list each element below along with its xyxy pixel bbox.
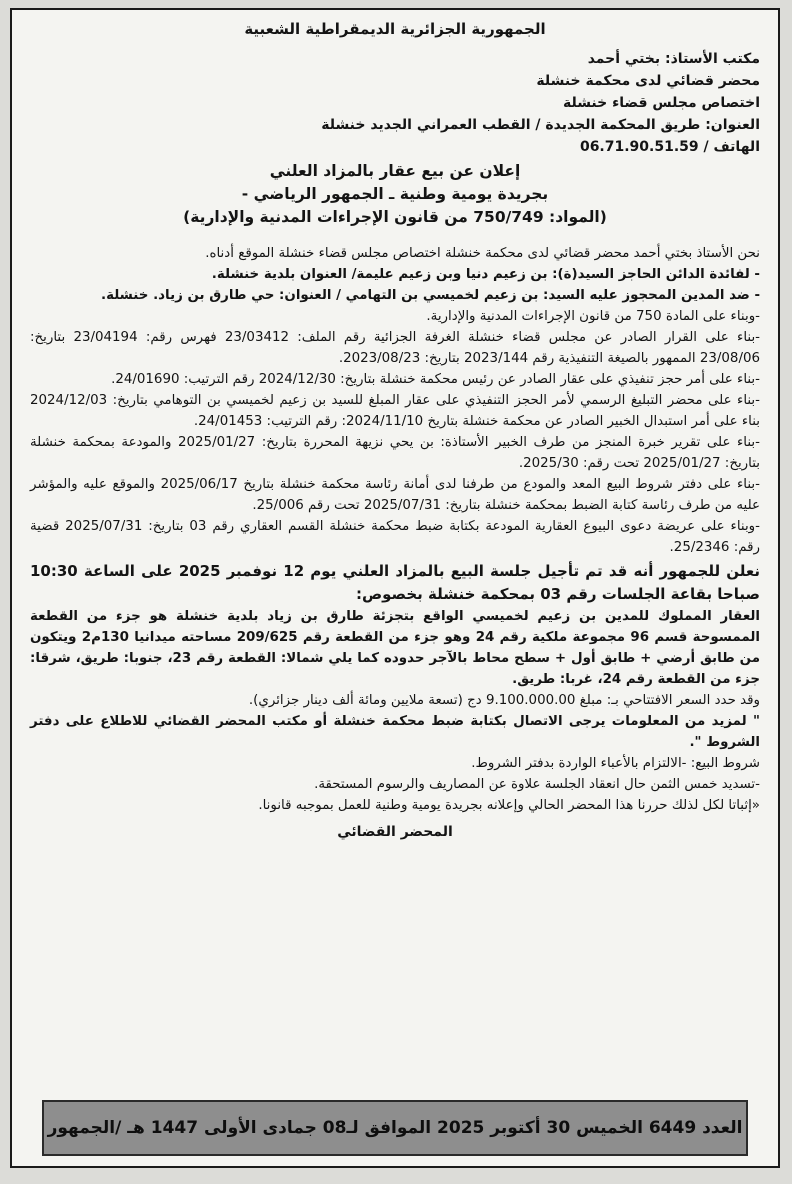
paragraph-property: العقار المملوك للمدين بن زعيم لخميسي الواقع بتجزئة طارق بن زياد بلدية خنشلة هو جزء من القطعة الممسوحة قسم 96 مجموعة ملكية رقم 24 وهو جزء من القطعة رقم 209/625 مساحته ميدانيا 130م2 ويتكون من طابق أرضي + طابق أول + سطح محاط بالآجر حدوده كما يلي شمالا: القطعة رقم 23، جنوبا: طريق، شرقا: جزء من القطعة رقم 24، غربا: طريق. xyxy=(30,609,760,687)
office-jurisdiction: اختصاص مجلس قضاء خنشلة xyxy=(562,95,760,111)
paragraph-closing: «إثباتا لكل لذلك حررنا هذا المحضر الحالي وإعلانه بجريدة يومية وطنية للعمل بموجبه قانونا. xyxy=(258,798,760,813)
office-role: محضر قضائي لدى محكمة خنشلة xyxy=(536,73,760,89)
paragraph-conditions-book: -بناء على دفتر شروط البيع المعد والمودع من طرفنا لدى أمانة رئاسة محكمة خنشلة بتاريخ 2025/06/17 والموقع عليه والمؤشر عليه من طرف رئاسة كتابة الضبط بمحكمة خنشلة بتاريخ: 2025/07/31 تحت رقم 25/006. xyxy=(30,477,760,513)
paragraph-expert-report: -بناء على تقرير خبرة المنجز من طرف الخبير الأستاذة: بن يحي نزيهة المحررة بتاريخ: 2025/01/27 والمودعة بمحكمة خنشلة بتاريخ: 2025/01/27 تحت رقم: 2025/30. xyxy=(30,435,760,471)
office-phone-line xyxy=(30,136,760,158)
paragraph-article: -وبناء على المادة 750 من قانون الإجراءات المدنية والإدارية. xyxy=(426,309,760,324)
paragraph-opening-price: وقد حدد السعر الافتتاحي بـ: مبلغ 9.100.000.00 دج (تسعة ملايين ومائة ألف دينار جزائري). xyxy=(248,693,760,708)
paragraph-notification: -بناء على محضر التبليغ الرسمي لأمر الحجز التنفيذي على عقار المبلغ للسيد بن زعيم لخميسي بن التوهامي بتاريخ: 2024/12/03 بناء على أمر استبدال الخبير الصادر عن محكمة خنشلة بتاريخ 2024/11/10: رقم الترتيب: 24/01453. xyxy=(30,393,760,429)
notice-title xyxy=(30,160,760,229)
notice-frame xyxy=(10,8,780,1168)
title-line-3: (المواد: 750/749 من قانون الإجراءات المدنية والإدارية) xyxy=(183,208,607,226)
republic-heading: الجمهورية الجزائرية الديمقراطية الشعبية xyxy=(244,20,546,38)
signature: المحضر القضائي xyxy=(337,824,453,840)
office-name: مكتب الأستاذ: بختي أحمد xyxy=(587,51,760,67)
paragraph-intro: نحن الأستاذ بختي أحمد محضر قضائي لدى محكمة خنشلة اختصاص مجلس قضاء خنشلة الموقع أدناه. xyxy=(205,246,760,261)
title-line-2: بجريدة يومية وطنية ـ الجمهور الرياضي - xyxy=(241,185,549,203)
paragraph-sale-conditions: شروط البيع: -الالتزام بالأعباء الواردة بدفتر الشروط. xyxy=(471,756,760,771)
phone-number: 06.71.90.51.59 xyxy=(579,139,699,155)
paragraph-debtor: - ضد المدين المحجوز عليه السيد: بن زعيم لخميسي بن التهامي / العنوان: حي طارق بن زياد. خنشلة. xyxy=(101,288,760,303)
phone-label: الهاتف / xyxy=(703,139,760,155)
paragraph-info: " لمزيد من المعلومات يرجى الاتصال بكتابة ضبط محكمة خنشلة أو مكتب المحضر القضائي للاطلاع على دفتر الشروط ". xyxy=(30,714,760,750)
paragraph-seizure-order: -بناء على أمر حجز تنفيذي على عقار الصادر عن رئيس محكمة خنشلة بتاريخ: 2024/12/30 رقم الترتيب: 24/01690. xyxy=(111,372,760,387)
paragraph-payment: -تسديد خمس الثمن حال انعقاد الجلسة علاوة عن المصاريف والرسوم المستحقة. xyxy=(314,777,760,792)
issue-footer-text: العدد 6449 الخميس 30 أكتوبر 2025 الموافق لـ08 جمادى الأولى 1447 هـ /الجمهور xyxy=(47,1118,743,1138)
title-line-1: إعلان عن بيع عقار بالمزاد العلني xyxy=(269,162,521,180)
notice-body xyxy=(30,243,760,840)
paragraph-lawsuit: -وبناء على عريضة دعوى البيوع العقارية المودعة بكتابة ضبط محكمة خنشلة القسم العقاري رقم 03 بتاريخ: 2025/07/31 قضية رقم: 25/2346. xyxy=(30,519,760,555)
office-block xyxy=(30,48,760,158)
office-address: العنوان: طريق المحكمة الجديدة / القطب العمراني الجديد خنشلة xyxy=(321,117,760,133)
paragraph-creditor: - لفائدة الدائن الحاجز السيد(ة): بن زعيم دنيا وبن زعيم عليمة/ العنوان بلدية خنشلة. xyxy=(211,267,760,282)
paragraph-announcement: نعلن للجمهور أنه قد تم تأجيل جلسة البيع بالمزاد العلني يوم 12 نوفمبر 2025 على الساعة 10:30 صباحا بقاعة الجلسات رقم 03 بمحكمة خنشلة بخصوص: xyxy=(30,562,760,603)
issue-footer xyxy=(42,1100,748,1156)
notice-content xyxy=(30,18,760,840)
paragraph-decision: -بناء على القرار الصادر عن مجلس قضاء خنشلة الغرفة الجزائية رقم الملف: 23/03412 فهرس رقم: 23/04194 بتاريخ: 23/08/06 الممهور بالصيغة التنفيذية رقم 2023/144 بتاريخ: 2023/08/23. xyxy=(30,330,761,366)
